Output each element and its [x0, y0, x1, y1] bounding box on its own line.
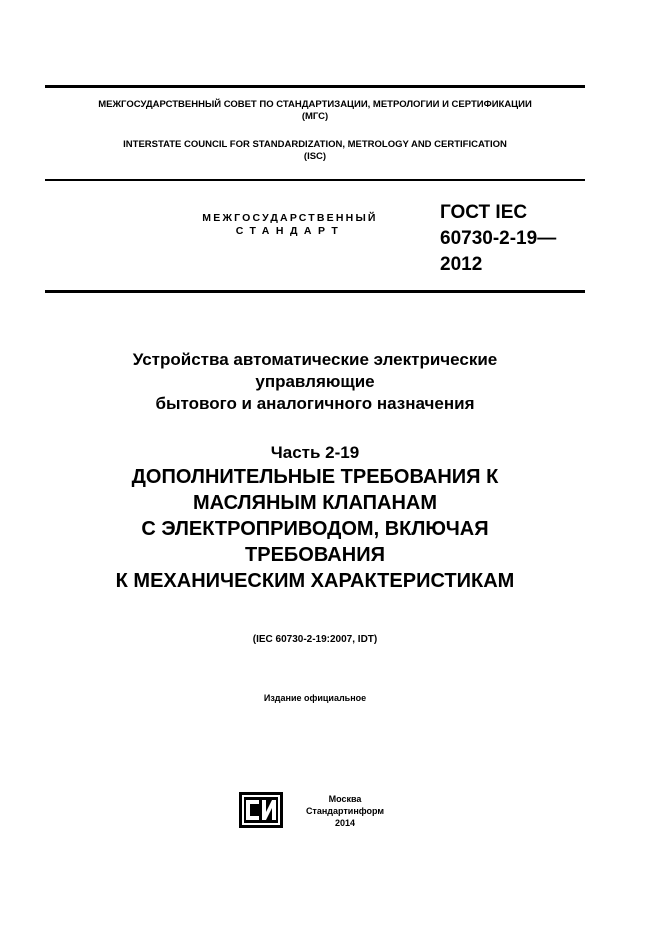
standard-type-label [170, 212, 410, 238]
part-title-line: ТРЕБОВАНИЯ [245, 544, 385, 566]
standard-number [440, 200, 640, 278]
part-title [45, 464, 585, 594]
publication-year: 2014 [334, 818, 356, 828]
part-title-line: ДОПОЛНИТЕЛЬНЫЕ ТРЕБОВАНИЯ К [131, 466, 499, 488]
council-abbr-ru: (МГС) [301, 111, 329, 122]
part-title-line: МАСЛЯНЫМ КЛАПАНАМ [193, 492, 437, 514]
standartinform-logo-icon [239, 792, 283, 828]
standard-number-line2: 60730-2-19— [440, 228, 557, 249]
publisher-name: Стандартинформ [305, 806, 385, 816]
title-line: бытового и аналогичного назначения [155, 394, 475, 413]
standard-type-line1: МЕЖГОСУДАРСТВЕННЫЙ [202, 212, 378, 224]
title-line: управляющие [255, 372, 375, 391]
council-name-ru [45, 99, 585, 123]
standard-number-line1: ГОСТ IEC [440, 202, 528, 223]
standard-type-line2: СТАНДАРТ [235, 225, 345, 237]
part-number: Часть 2-19 [270, 443, 360, 462]
document-title [45, 349, 585, 415]
edition-note: Издание официальное [263, 693, 367, 703]
part-title-line: К МЕХАНИЧЕСКИМ ХАРАКТЕРИСТИКАМ [115, 570, 515, 592]
part-title-line: С ЭЛЕКТРОПРИВОДОМ, ВКЛЮЧАЯ [141, 518, 489, 540]
council-name-en [45, 139, 585, 163]
publisher-city: Москва [328, 794, 362, 804]
bottom-rule [45, 290, 585, 293]
title-line: Устройства автоматические электрические [132, 350, 498, 369]
council-name-en-line: INTERSTATE COUNCIL FOR STANDARDIZATION, METROLOGY AND CERTIFICATION [123, 139, 507, 150]
standard-number-line3: 2012 [440, 254, 483, 275]
top-rule [45, 85, 585, 88]
council-name-ru-line: МЕЖГОСУДАРСТВЕННЫЙ СОВЕТ ПО СТАНДАРТИЗАЦИИ, МЕТРОЛОГИИ И СЕРТИФИКАЦИИ [98, 99, 532, 110]
publisher-info [290, 793, 400, 829]
iec-identity-note: (IEC 60730-2-19:2007, IDT) [252, 634, 378, 645]
council-abbr-en: (ISC) [303, 151, 327, 162]
middle-rule [45, 179, 585, 181]
